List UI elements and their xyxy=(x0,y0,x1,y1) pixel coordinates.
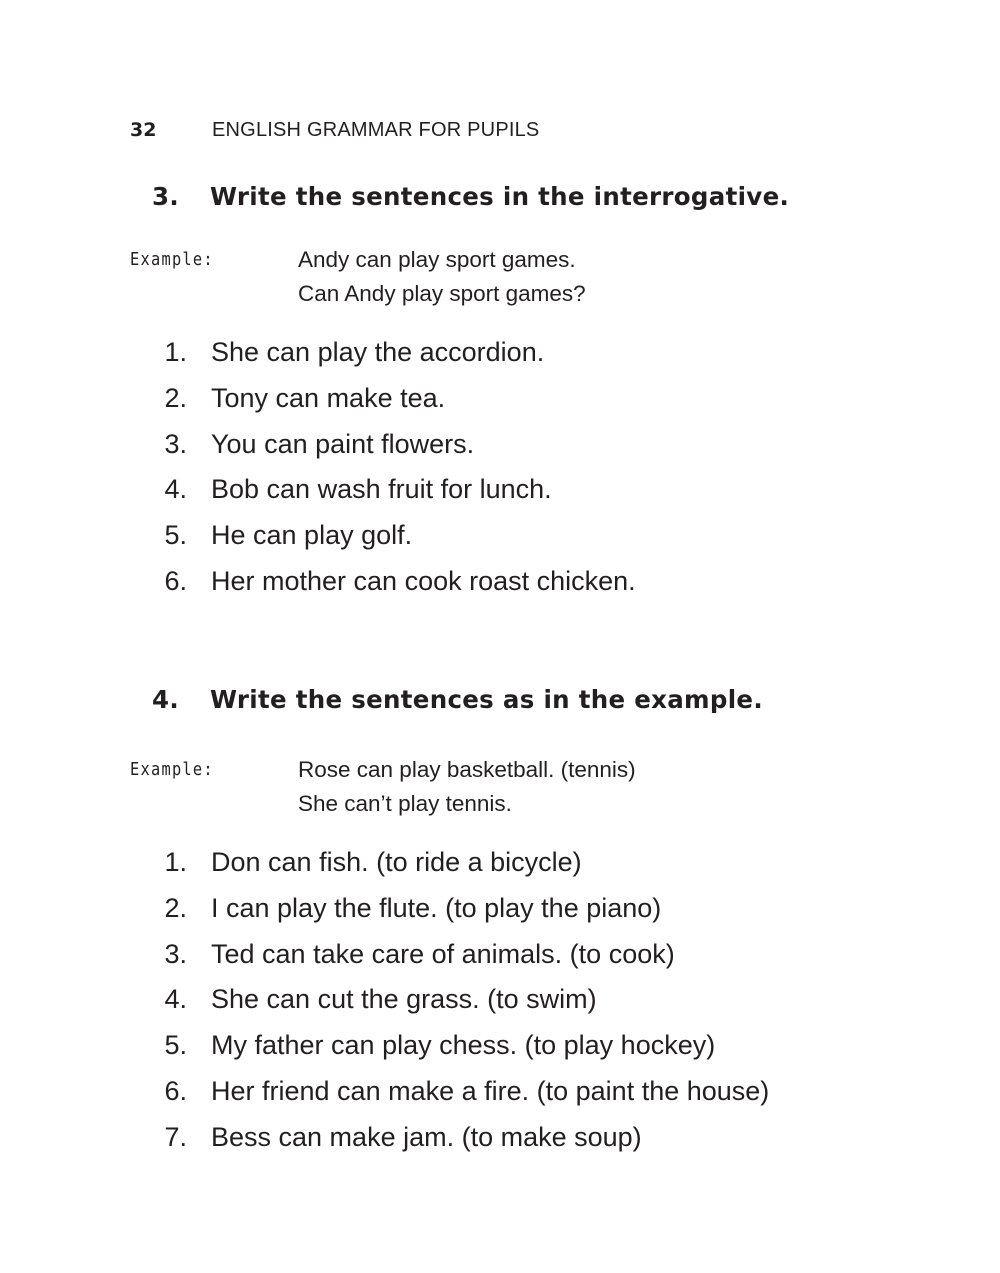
item-text: Bess can make jam. (to make soup) xyxy=(211,1121,642,1152)
example-line: She can’t play tennis. xyxy=(298,791,512,816)
example-label: Example: xyxy=(130,759,214,780)
item-number: 1. xyxy=(164,847,187,877)
item-number: 2. xyxy=(164,892,187,923)
item-text: You can paint flowers. xyxy=(211,428,475,459)
example-line: Andy can play sport games. xyxy=(298,247,576,272)
example-line: Rose can play basketball. (tennis) xyxy=(298,757,636,782)
exercise-3-heading xyxy=(152,182,789,216)
list-item xyxy=(150,467,636,513)
item-text: She can cut the grass. (to swim) xyxy=(211,984,597,1015)
exercise-instruction: Write the sentences as in the example. xyxy=(210,685,763,714)
list-item xyxy=(150,422,636,468)
list-item xyxy=(150,1115,769,1161)
item-number: 5. xyxy=(164,520,187,551)
book-title: ENGLISH GRAMMAR FOR PUPILS xyxy=(212,118,540,141)
item-number: 7. xyxy=(164,1121,187,1152)
item-text: Ted can take care of animals. (to cook) xyxy=(211,938,675,969)
item-number: 6. xyxy=(164,565,187,596)
item-text: Tony can make tea. xyxy=(211,382,446,413)
item-number: 1. xyxy=(164,337,187,367)
item-number: 5. xyxy=(164,1030,187,1061)
item-text: My father can play chess. (to play hockey) xyxy=(211,1030,716,1061)
list-item xyxy=(150,932,769,978)
example-lines xyxy=(298,243,586,311)
page-number: 32 xyxy=(130,119,157,141)
item-number: 3. xyxy=(164,938,187,969)
item-text: Don can fish. (to ride a bicycle) xyxy=(211,847,582,877)
exercise-4-heading xyxy=(152,685,763,719)
item-text: I can play the flute. (to play the piano) xyxy=(211,892,662,923)
example-lines xyxy=(298,753,636,821)
list-item xyxy=(150,513,636,559)
list-item xyxy=(150,977,769,1023)
list-item xyxy=(150,376,636,422)
item-text: Her mother can cook roast chicken. xyxy=(211,565,636,596)
item-text: He can play golf. xyxy=(211,520,413,551)
item-text: Her friend can make a fire. (to paint the house) xyxy=(211,1075,770,1106)
list-item xyxy=(150,886,769,932)
running-header xyxy=(130,116,539,144)
exercise-instruction: Write the sentences in the interrogative. xyxy=(210,182,790,211)
item-text: Bob can wash fruit for lunch. xyxy=(211,474,552,505)
item-number: 4. xyxy=(164,984,187,1015)
item-number: 3. xyxy=(164,428,187,459)
list-item xyxy=(150,559,636,605)
list-item xyxy=(150,1069,769,1115)
list-item xyxy=(150,1023,769,1069)
exercise-number: 3. xyxy=(152,182,179,211)
exercise-4-items xyxy=(150,840,769,1161)
list-item xyxy=(150,330,636,376)
item-number: 6. xyxy=(164,1075,187,1106)
item-text: She can play the accordion. xyxy=(211,337,545,367)
exercise-3-items xyxy=(150,330,636,605)
exercise-number: 4. xyxy=(152,685,179,714)
example-line: Can Andy play sport games? xyxy=(298,281,586,306)
example-label: Example: xyxy=(130,249,214,270)
item-number: 2. xyxy=(164,382,187,413)
list-item xyxy=(150,840,769,886)
item-number: 4. xyxy=(164,474,187,505)
